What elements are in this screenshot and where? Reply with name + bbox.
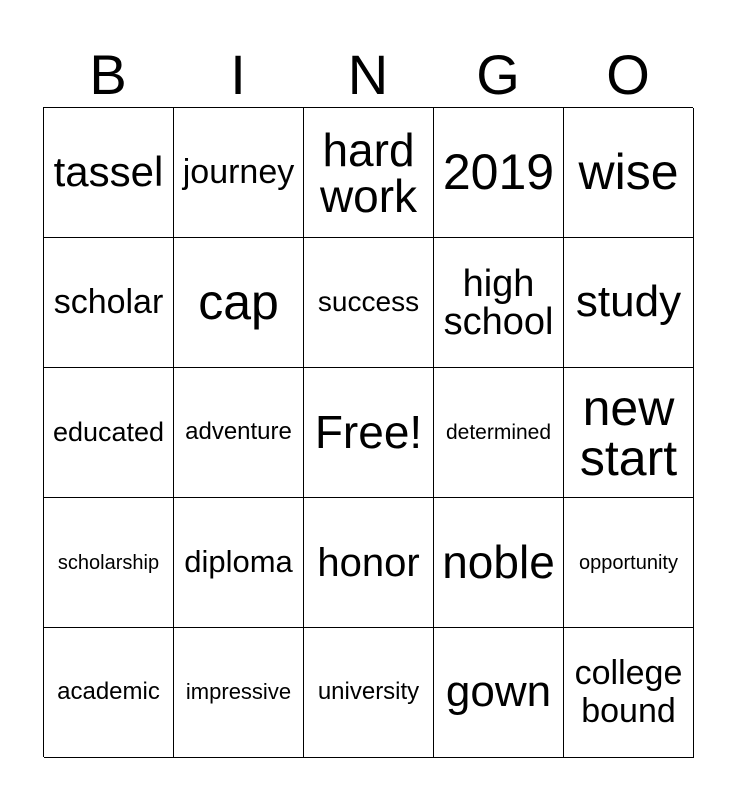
- cell-text: study: [575, 277, 682, 327]
- bingo-cell[interactable]: [44, 628, 174, 758]
- bingo-cell[interactable]: [564, 498, 694, 628]
- bingo-cell[interactable]: [174, 238, 304, 368]
- cell-text: adventure: [185, 418, 292, 446]
- cell-text: academic: [57, 678, 160, 706]
- cell-text: opportunity: [579, 551, 678, 574]
- bingo-cell[interactable]: [304, 238, 434, 368]
- cell-text: new start: [579, 379, 678, 486]
- bingo-card-grid: [43, 107, 693, 757]
- bingo-cell[interactable]: [564, 108, 694, 238]
- cell-text: gown: [445, 667, 552, 717]
- cell-text: tassel: [53, 148, 164, 196]
- bingo-cell[interactable]: [304, 108, 434, 238]
- cell-text: Free!: [314, 406, 423, 459]
- bingo-cell[interactable]: [564, 368, 694, 498]
- bingo-cell[interactable]: [174, 108, 304, 238]
- header-letter-b: B: [89, 43, 127, 106]
- cell-text: scholar: [53, 282, 164, 321]
- bingo-cell[interactable]: [44, 238, 174, 368]
- header-letter-o: O: [606, 43, 650, 106]
- bingo-cell[interactable]: [174, 498, 304, 628]
- header-letter-i: I: [230, 43, 246, 106]
- bingo-cell[interactable]: [304, 628, 434, 758]
- bingo-cell[interactable]: [44, 108, 174, 238]
- bingo-cell[interactable]: [434, 368, 564, 498]
- cell-text: impressive: [185, 679, 292, 705]
- bingo-cell[interactable]: [564, 628, 694, 758]
- bingo-cell[interactable]: [44, 498, 174, 628]
- cell-text: noble: [442, 536, 555, 589]
- cell-text: journey: [182, 152, 295, 191]
- cell-text: determined: [445, 420, 552, 444]
- cell-text: university: [317, 678, 420, 706]
- bingo-cell[interactable]: [434, 628, 564, 758]
- bingo-cell[interactable]: [564, 238, 694, 368]
- cell-text: wise: [578, 144, 679, 200]
- cell-text: high school: [443, 262, 554, 343]
- cell-text: scholarship: [57, 551, 160, 574]
- cell-text: honor: [317, 540, 420, 585]
- bingo-cell[interactable]: [304, 498, 434, 628]
- bingo-cell[interactable]: [44, 368, 174, 498]
- cell-text: success: [317, 286, 420, 318]
- bingo-cell[interactable]: [434, 238, 564, 368]
- header-letter-n: N: [347, 43, 389, 106]
- cell-text: college bound: [574, 654, 683, 730]
- bingo-cell[interactable]: [434, 108, 564, 238]
- cell-text: 2019: [442, 144, 555, 200]
- bingo-cell[interactable]: [174, 368, 304, 498]
- cell-text: diploma: [184, 544, 293, 580]
- cell-text: hard work: [319, 123, 418, 222]
- cell-text: cap: [198, 274, 279, 330]
- bingo-header: [43, 40, 693, 110]
- bingo-cell[interactable]: [304, 368, 434, 498]
- bingo-cell[interactable]: [174, 628, 304, 758]
- bingo-cell[interactable]: [434, 498, 564, 628]
- header-letter-g: G: [476, 43, 520, 106]
- cell-text: educated: [52, 416, 165, 447]
